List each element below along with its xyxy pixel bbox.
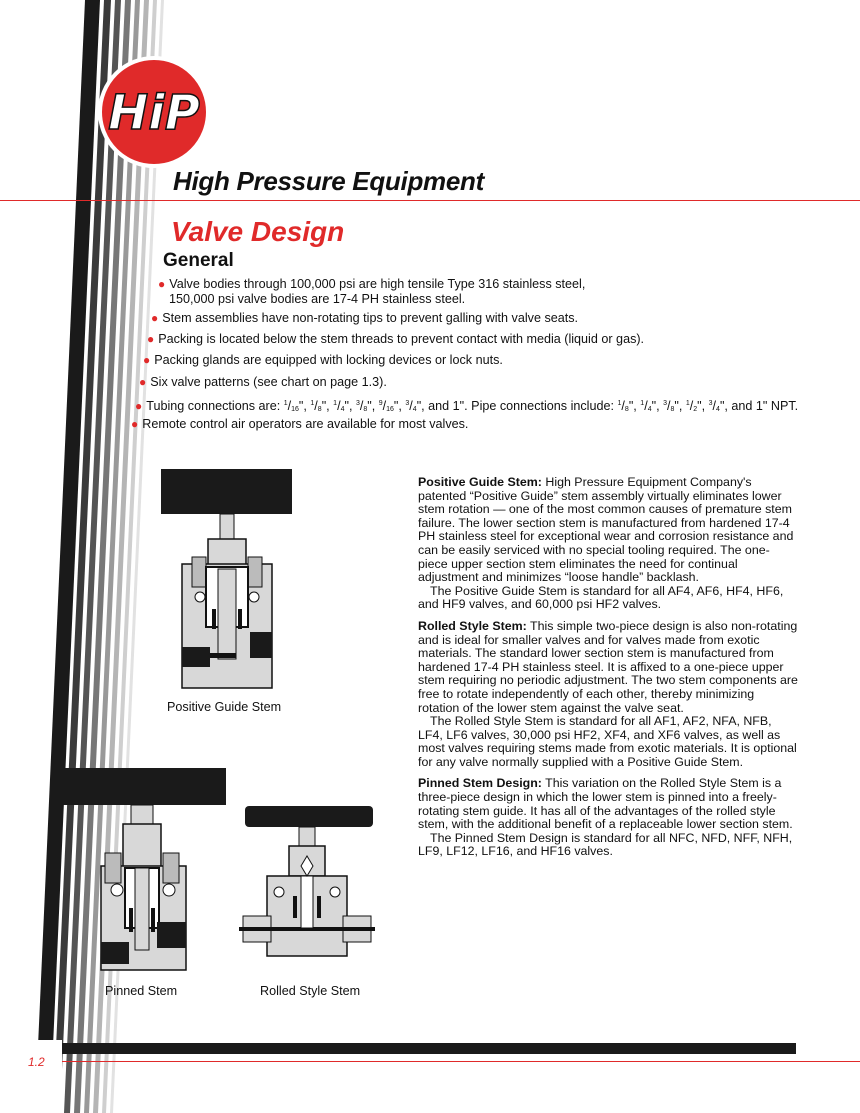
caption-rolled-style-stem: Rolled Style Stem: [260, 984, 361, 998]
paragraph-positive-guide: Positive Guide Stem: High Pressure Equipment Company's patented “Positive Guide” stem assembly virtually eliminates lower stem rotation — one of the most common causes of premature stem failure. The lower section stem is manufactured from hardened 17-4 PH stainless steel for exceptional wear and corrosion resistance and can be easily serviced with no special tooling required. The one-piece upper section stem eliminates the need for continual adjustment and minimizes “loose handle” backlash. The Positive Guide Stem is standard for all AF4, AF6, HF4, HF6, and HF9 valves, and 60,000 psi HF2 valves.: [418, 475, 794, 612]
page-title: Valve Design: [171, 216, 345, 247]
stem-descriptions: [418, 476, 798, 867]
page-number: 1.2: [28, 1055, 45, 1069]
paragraph-rolled-style: Rolled Style Stem: This simple two-piece design is also non-rotating and is ideal for smaller valves and for valves made from exotic materials. The standard lower section stem is manufactured from hardened 17-4 PH stainless steel. It is affixed to a one-piece upper stem requiring no periodic adjustment. The two stem components are free to rotate independently of each other, thereby minimizing rotation of the lower stem against the valve seat. The Rolled Style Stem is standard for all AF1, AF2, NFA, NFB, LF4, LF6 valves, 30,000 psi HF2, XF4, and XF6 valves, as well as most valves requiring stems made from exotic materials. It is optional for any valve normally supplied with a Positive Guide Stem.: [418, 618, 798, 769]
bullet-item: ● Valve bodies through 100,000 psi are high tensile Type 316 stainless steel, 150,000 psi valve bodies are 17-4 PH stainless steel.: [158, 277, 586, 306]
bullet-item: ● Packing is located below the stem threads to prevent contact with media (liquid or gas).: [147, 332, 645, 346]
rolled-style-stem-diagram: [239, 806, 375, 976]
svg-text:HiP: HiP: [108, 85, 200, 141]
bullet-item: ● Stem assemblies have non-rotating tips to prevent galling with valve seats.: [151, 311, 579, 325]
caption-pinned-stem: Pinned Stem: [105, 984, 178, 998]
bullet-item: ● Packing glands are equipped with locking devices or lock nuts.: [143, 353, 503, 367]
header-divider: [0, 200, 860, 201]
bullet-item: ● Remote control air operators are available for most valves.: [131, 417, 469, 431]
company-name: High Pressure Equipment: [173, 166, 484, 196]
footer-bar: [62, 1043, 796, 1054]
section-heading: General: [163, 250, 234, 271]
bullet-item-connections: ● Tubing connections are: $^1$/16", $^1$/8", $^1$/4", $^3$/8", $^9$/16", $^3$/4", and 1". Pipe connections include: $^1$/8", $^1$/4", $^3$/8", $^1$/2", $^3$/4", and 1" NPT.: [135, 399, 799, 414]
hip-logo: [96, 54, 212, 170]
positive-guide-stem-diagram: [160, 469, 294, 691]
paragraph-pinned-stem: Pinned Stem Design: This variation on the Rolled Style Stem is a three-piece design in which the lower stem is pinned into a freely-rotating stem guide. It has all of the advantages of the rolled style stem, with the additional benefit of a replaceable lower section stem. The Pinned Stem Design is standard for all NFC, NFD, NFF, NFH, LF9, LF12, LF16, and HF16 valves.: [418, 776, 793, 859]
bullet-item: ● Six valve patterns (see chart on page 1.3).: [139, 375, 387, 389]
pinned-stem-diagram: [61, 768, 227, 974]
footer-rule: [62, 1061, 860, 1062]
caption-positive-guide: Positive Guide Stem: [167, 700, 282, 714]
